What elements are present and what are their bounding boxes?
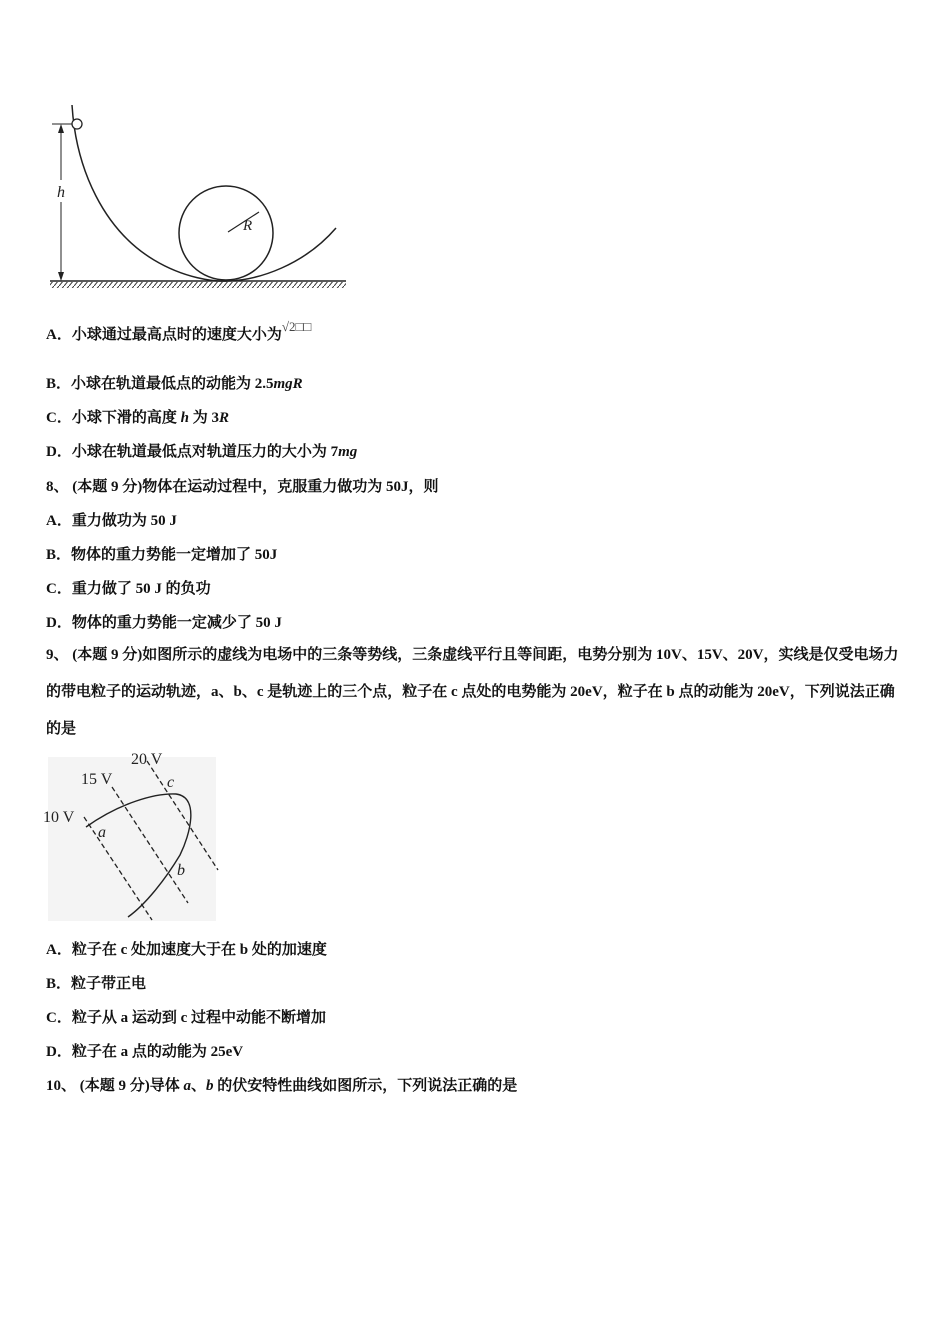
track-loop-figure — [44, 100, 354, 300]
height-label: h — [57, 184, 65, 201]
q9-option-a: A．粒子在 c 处加速度大于在 b 处的加速度 — [46, 942, 327, 958]
q10-stem-prefix: 10、 (本题 9 分)导体 — [46, 1078, 184, 1094]
label-point-c: c — [167, 774, 175, 791]
loop-circle — [179, 186, 273, 280]
ball — [72, 119, 82, 129]
height-arrow-head-top — [58, 124, 64, 133]
q7-option-c — [46, 406, 229, 427]
q7-option-a — [46, 319, 312, 344]
q7-option-c-text: C．小球下滑的高度 — [46, 410, 181, 426]
height-arrow-head-bottom — [58, 272, 64, 281]
figure-background — [48, 757, 216, 921]
label-point-a: a — [98, 824, 106, 841]
equipotential-figure — [40, 745, 220, 923]
q10-conductor-a: a — [183, 1078, 191, 1094]
q7-option-c-h: h — [180, 410, 189, 426]
q8-option-b: B．物体的重力势能一定增加了 50J — [46, 547, 278, 563]
q8-stem: 8、 (本题 9 分)物体在运动过程中，克服重力做功为 50J，则 — [46, 479, 439, 495]
q7-option-c-r: R — [218, 410, 229, 426]
q7-option-b — [46, 372, 303, 393]
label-point-b: b — [177, 862, 185, 879]
q9-option-b: B．粒子带正电 — [46, 976, 147, 992]
q7-option-d — [46, 440, 357, 461]
label-15v: 15 V — [81, 771, 113, 788]
q10-stem-suffix: 的伏安特性曲线如图所示，下列说法正确的是 — [213, 1078, 518, 1094]
q8-option-d: D．物体的重力势能一定减少了 50 J — [46, 615, 282, 631]
q7-option-d-formula: mg — [338, 444, 358, 460]
q9-stem: 9、 (本题 9 分)如图所示的虚线为电场中的三条等势线，三条虚线平行且等间距，电势分别为 10V、15V、20V，实线是仅受电场力的带电粒子的运动轨迹，a、b、c 是轨迹上的三个点，粒子在 c 点处的电势能为 20eV，粒子在 b 点的动能为 20eV，下列说法正确的是 — [46, 647, 899, 737]
q9-option-d: D．粒子在 a 点的动能为 25eV — [46, 1044, 244, 1060]
q8-option-a: A．重力做功为 50 J — [46, 513, 177, 529]
radius-label: R — [243, 218, 253, 234]
q8-option-c: C．重力做了 50 J 的负功 — [46, 581, 211, 597]
q7-option-b-formula: mgR — [273, 376, 303, 392]
ground-hatch — [50, 282, 346, 288]
track-curve — [72, 105, 336, 281]
q7-option-c-mid: 为 3 — [188, 410, 219, 426]
q9-option-c: C．粒子从 a 运动到 c 过程中动能不断增加 — [46, 1010, 326, 1026]
sqrt-expression: √2□□ — [281, 319, 312, 334]
q7-option-b-text: B．小球在轨道最低点的动能为 2.5 — [46, 376, 274, 392]
q10-separator: 、 — [191, 1078, 207, 1094]
label-20v: 20 V — [131, 751, 163, 768]
q10-conductor-b: b — [206, 1078, 214, 1094]
label-10v: 10 V — [43, 809, 75, 826]
q10-stem — [46, 1074, 517, 1095]
q7-option-a-text: A．小球通过最高点时的速度大小为 — [46, 327, 282, 343]
q7-option-d-text: D．小球在轨道最低点对轨道压力的大小为 7 — [46, 444, 339, 460]
